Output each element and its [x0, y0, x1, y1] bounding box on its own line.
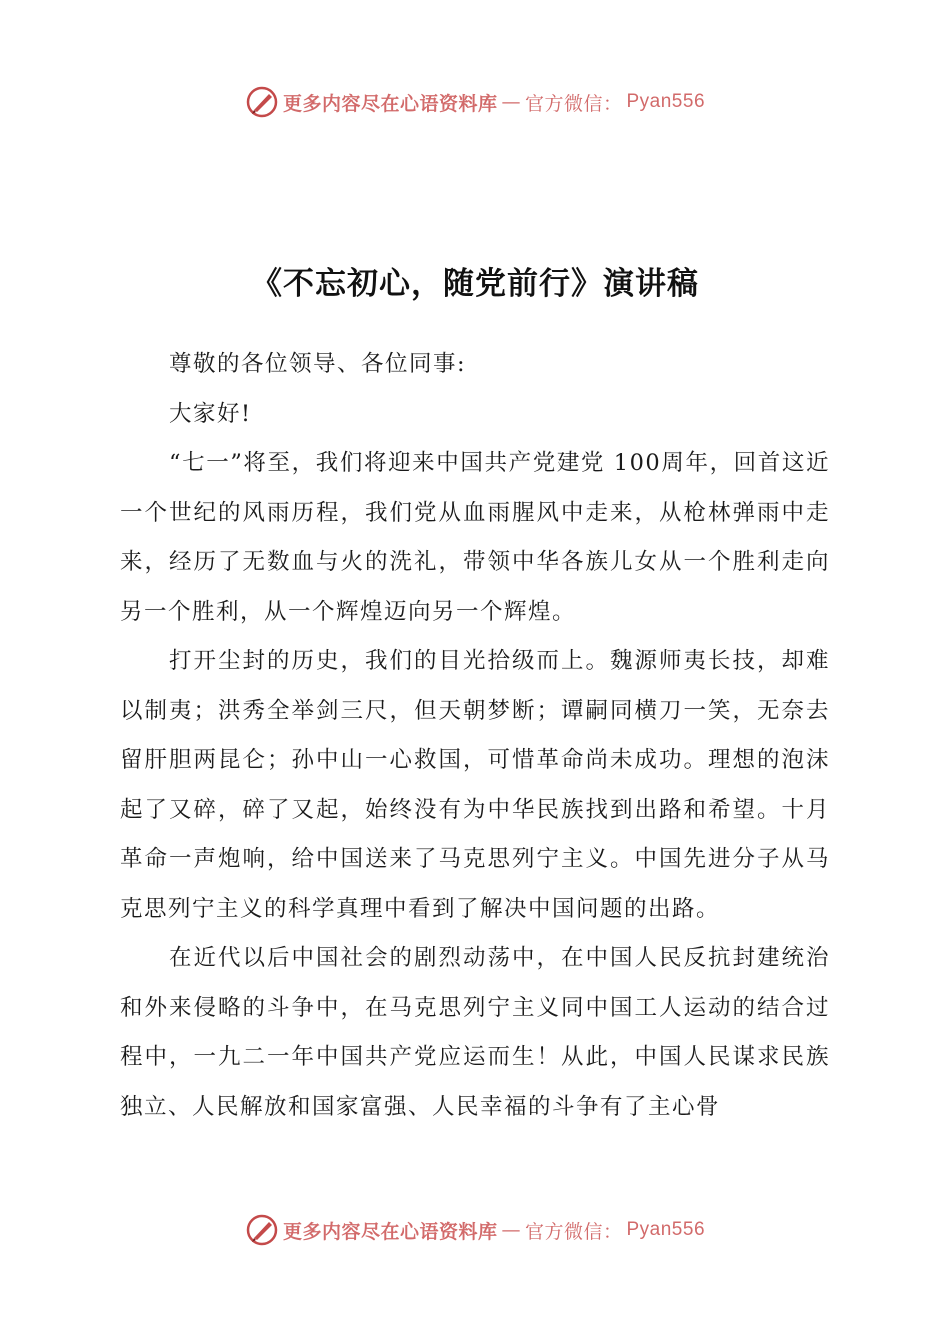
watermark-handle: Pyan556 [626, 91, 706, 112]
pen-logo-icon [245, 1213, 279, 1247]
salutation: 尊敬的各位领导、各位同事: [169, 351, 467, 377]
paragraph: “七一”将至，我们将迎来中国共产党建党 100周年，回首这近一个世纪的风雨历程，我们党从血雨腥风中走来，从枪林弹雨中走来，经历了无数血与火的洗礼，带领中华各族儿女从一个胜利走向另一个胜利，从一个辉煌迈向另一个辉煌。 [120, 450, 830, 625]
watermark-handle: Pyan556 [626, 1219, 706, 1240]
watermark-brand: 更多内容尽在心语资料库 [282, 92, 498, 115]
document-title: 《不忘初心，随党前行》演讲稿 [251, 266, 699, 302]
paragraph: 在近代以后中国社会的剧烈动荡中，在中国人民反抗封建统治和外来侵略的斗争中，在马克思列宁主义同中国工人运动的结合过程中，一九二一年中国共产党应运而生！从此，中国人民谋求民族独立、人民解放和国家富强、人民幸福的斗争有了主心骨 [120, 945, 830, 1120]
watermark-separator: — [501, 1219, 521, 1241]
paragraph: 打开尘封的历史，我们的目光拾级而上。魏源师夷长技，却难以制夷；洪秀全举剑三尺，但天朝梦断；谭嗣同横刀一笑，无奈去留肝胆两昆仑；孙中山一心救国，可惜革命尚未成功。理想的泡沫起了又碎，碎了又起，始终没有为中华民族找到出路和希望。十月革命一声炮响，给中国送来了马克思列宁主义。中国先进分子从马克思列宁主义的科学真理中看到了解决中国问题的出路。 [120, 648, 830, 922]
watermark-wechat-label: 官方微信： [524, 1220, 623, 1243]
footer-watermark [0, 1210, 950, 1250]
header-watermark [0, 82, 950, 122]
pen-logo-icon [245, 85, 279, 119]
document-body [120, 340, 830, 1132]
watermark-wechat-label: 官方微信： [524, 92, 623, 115]
watermark-brand: 更多内容尽在心语资料库 [282, 1220, 498, 1243]
watermark-separator: — [501, 91, 521, 113]
greeting: 大家好! [169, 400, 252, 427]
